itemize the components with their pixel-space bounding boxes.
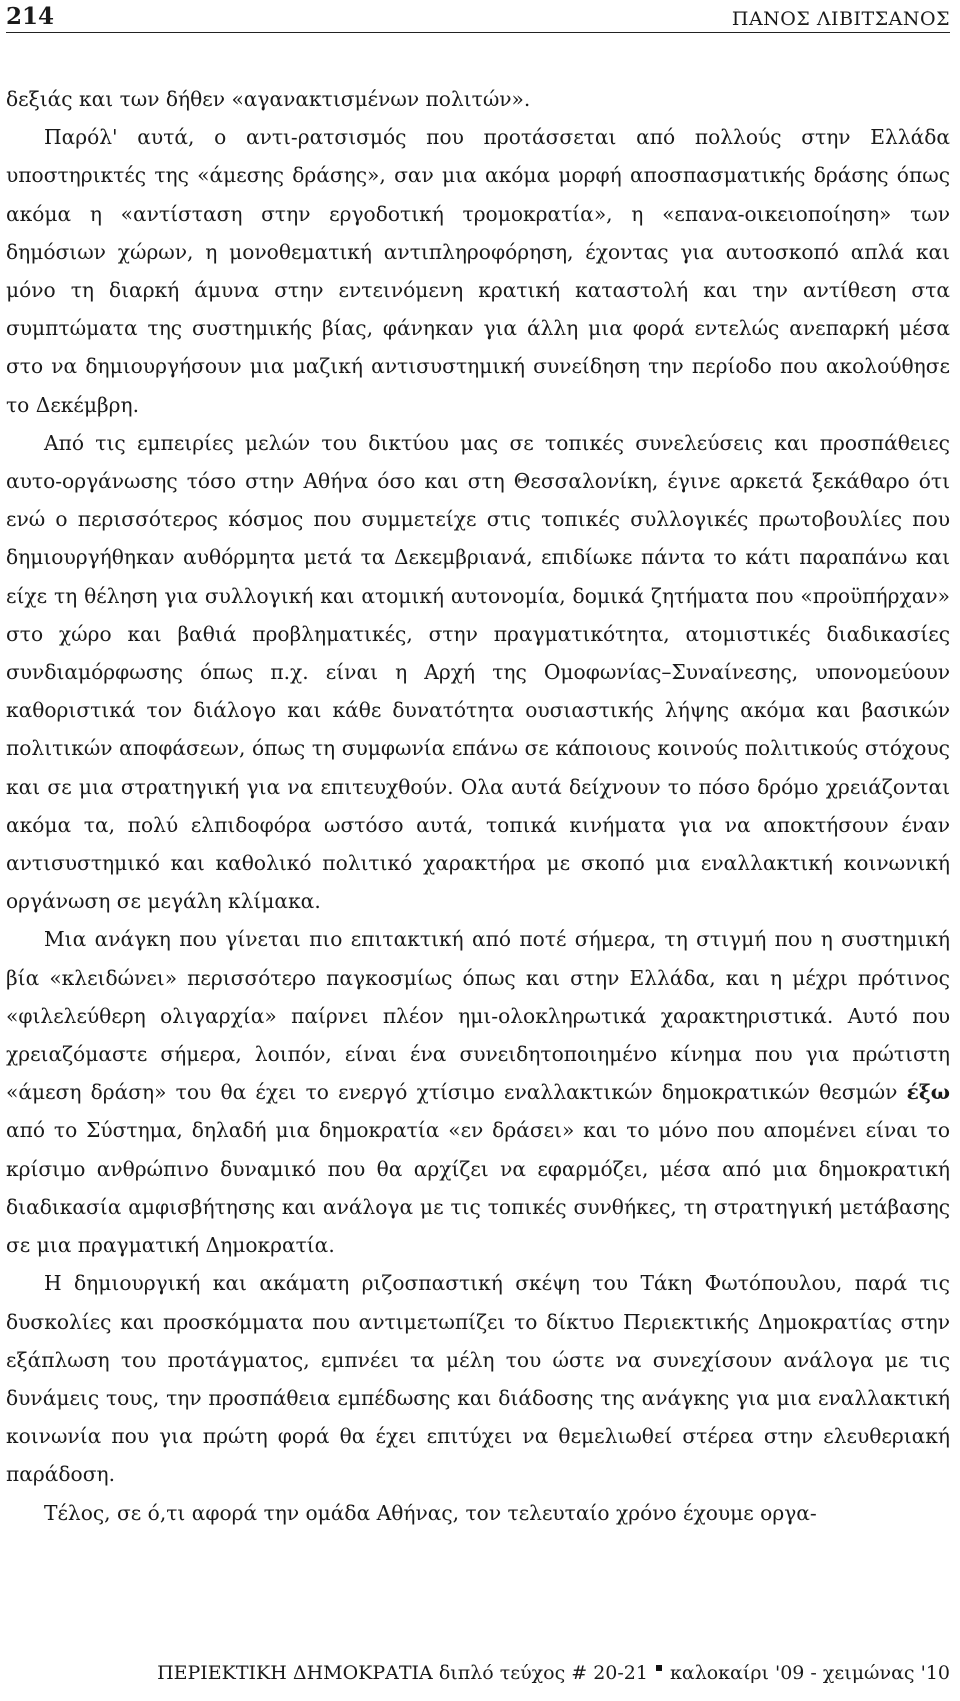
author-name: ΠΑΝΟΣ ΛΙΒΙΤΣΑΝΟΣ bbox=[731, 8, 950, 30]
paragraph-1: δεξιάς και των δήθεν «αγανακτισμένων πολιτών». bbox=[6, 87, 531, 111]
running-footer bbox=[157, 1662, 950, 1684]
running-header bbox=[6, 0, 950, 33]
paragraph-3: Από τις εμπειρίες μελών του δικτύου μας σε τοπικές συνελεύσεις και προσπάθειες αυτο-οργάνωσης τόσο στην Αθήνα όσο και στη Θεσσαλονίκη, έγινε αρκετά ξεκάθαρο ότι ενώ ο περισσότερος κόσμος που συμμετείχε στις τοπικές συλλογικές πρωτοβουλίες που δημιουργήθηκαν αυθόρμητα μετά τα Δεκεμβριανά, επιδίωκε πάντα το κάτι παραπάνω και είχε τη θέληση για συλλογική και ατομική αυτονομία, δομικά ζητήματα που «προϋπήρχαν» στο χώρο και βαθιά προβληματικές, στην πραγματικότητα, ατομιστικές διαδικασίες συνδιαμόρφωσης όπως π.χ. είναι η Αρχή της Ομοφωνίας–Συναίνεσης, υπονομεύουν καθοριστικά τον διάλογο και κάθε δυνατότητα ουσιαστικής λήψης ακόμα και βασικών πολιτικών αποφάσεων, όπως τη συμφωνία επάνω σε κάποιους κοινούς πολιτικούς στόχους και σε μια στρατηγική για να επιτευχθούν. Ολα αυτά δείχνουν το πόσο δρόμο χρειάζονται ακόμα τα, πολύ ελπιδοφόρα ωστόσο αυτά, τοπικά κινήματα για να αποκτήσουν έναν αντισυστημικό και καθολικό πολιτικό χαρακτήρα με σκοπό μια εναλλακτική κοινωνική οργάνωση σε μεγάλη κλίμακα. bbox=[6, 430, 950, 914]
body-text bbox=[6, 80, 950, 1532]
paragraph-2: Παρόλ' αυτά, ο αντι-ρατσισμός που προτάσσεται από πολλούς στην Ελλάδα υποστηρικτές της «άμεσης δράσης», σαν μια ακόμα μορφή αποσπασματικής δράσης όπως ακόμα η «αντίσταση στην εργοδοτική τρομοκρατία», η «επανα-οικειοποίηση» των δημόσιων χώρων, η μονοθεματική αντιπληροφόρηση, έχοντας για αυτοσκοπό απλά και μόνο τη διαρκή άμυνα στην εντεινόμενη κρατική καταστολή και την αντίθεση στα συμπτώματα της συστημικής βίας, φάνηκαν για άλλη μια φορά εντελώς ανεπαρκή μέσα στο να δημιουργήσουν μια μαζική αντισυστημική συνείδηση την περίοδο που ακολούθησε το Δεκέμβρη. bbox=[6, 125, 950, 417]
separator-square-icon bbox=[656, 1665, 662, 1671]
paragraph-4-text-before: Μια ανάγκη που γίνεται πιο επιτακτική από ποτέ σήμερα, τη στιγμή που η συστημική βία «κλειδώνει» περισσότερο παγκοσμίως όπως και στην Ελλάδα, και η μέχρι πρότινος «φιλελεύθερη ολιγαρχία» παίρνει πλέον ημι-ολοκληρωτικά χαρακτηριστικά. Αυτό που χρειαζόμαστε σήμερα, λοιπόν, είναι ένα συνειδητοποιημένο κίνημα που για πρώτιστη «άμεση δράση» του θα έχει το ενεργό χτίσιμο εναλλακτικών δημοκρατικών θεσμών bbox=[6, 927, 950, 1105]
issue-period: καλοκαίρι '09 - χειμώνας '10 bbox=[669, 1662, 950, 1684]
paragraph-5: Η δημιουργική και ακάματη ριζοσπαστική σκέψη του Τάκη Φωτόπουλου, παρά τις δυσκολίες και προσκόμματα που αντιμετωπίζει το δίκτυο Περιεκτικής Δημοκρατίας στην εξάπλωση του προτάγματος, εμπνέει τα μέλη του ώστε να συνεχίσουν ανάλογα με τις δυνάμεις τους, την προσπάθεια εμπέδωσης και διάδοσης της ανάγκης για μια εναλλακτική κοινωνία που για πρώτη φορά θα έχει επιτύχει να θεμελιωθεί στέρεα στην ελευθεριακή παράδοση. bbox=[6, 1271, 950, 1487]
page-number: 214 bbox=[6, 3, 55, 30]
paragraph-6: Τέλος, σε ό,τι αφορά την ομάδα Αθήνας, τον τελευταίο χρόνο έχουμε οργα- bbox=[44, 1500, 817, 1525]
emphasized-word: έξω bbox=[906, 1080, 951, 1105]
paragraph-4 bbox=[6, 920, 950, 1264]
paragraph-4-text-after: από το Σύστημα, δηλαδή μια δημοκρατία «εν δράσει» και το μόνο που απομένει είναι το κρίσιμο ανθρώπινο δυναμικό που θα αρχίζει να εφαρμόζει, μέσα από μια δημοκρατική διαδικασία αμφισβήτησης και ανάλογα με τις τοπικές συνθήκες, τη στρατηγική μετάβασης σε μια πραγματική Δημοκρατία. bbox=[6, 1118, 950, 1258]
journal-issue: ΠΕΡΙΕΚΤΙΚΗ ΔΗΜΟΚΡΑΤΙΑ διπλό τεύχος # 20-21 bbox=[157, 1662, 648, 1684]
